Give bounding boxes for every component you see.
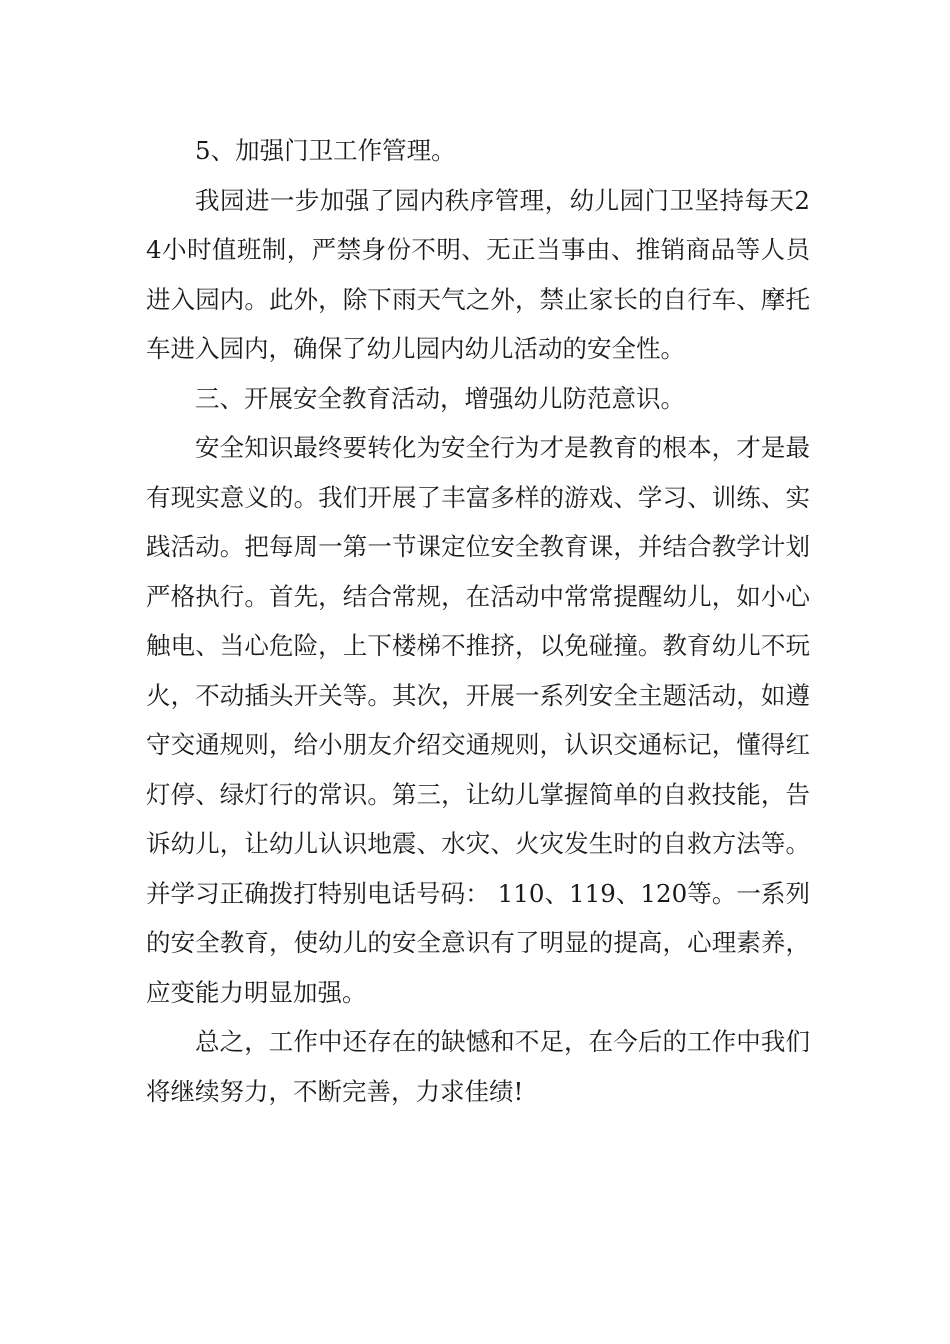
document-body — [146, 126, 810, 1116]
paragraph-conclusion: 总之，工作中还存在的缺憾和不足，在今后的工作中我们将继续努力，不断完善，力求佳绩! — [146, 1027, 810, 1106]
paragraph-gate-management: 我园进一步加强了园内秩序管理，幼儿园门卫坚持每天24小时值班制，严禁身份不明、无正当事由、推销商品等人员进入园内。此外，除下雨天气之外，禁止家长的自行车、摩托车进入园内，确保了幼儿园内幼儿活动的安全性。 — [146, 185, 810, 363]
paragraph-safety-education: 安全知识最终要转化为安全行为才是教育的根本，才是最有现实意义的。我们开展了丰富多样的游戏、学习、训练、实践活动。把每周一第一节课定位安全教育课，并结合教学计划严格执行。首先，结合常规，在活动中常常提醒幼儿，如小心触电、当心危险，上下楼梯不推挤，以免碰撞。教育幼儿不玩火，不动插头开关等。其次，开展一系列安全主题活动，如遵守交通规则，给小朋友介绍交通规则，认识交通标记，懂得红灯停、绿灯行的常识。第三，让幼儿掌握简单的自救技能，告诉幼儿，让幼儿认识地震、水灾、火灾发生时的自救方法等。并学习正确拨打特别电话号码： 110、119、120等。一系列的安全教育，使幼儿的安全意识有了明显的提高，心理素养，应变能力明显加强。 — [146, 433, 810, 1007]
section-heading-safety-education: 三、开展安全教育活动，增强幼儿防范意识。 — [195, 383, 685, 413]
section-heading-gate-management: 5、加强门卫工作管理。 — [195, 136, 456, 165]
